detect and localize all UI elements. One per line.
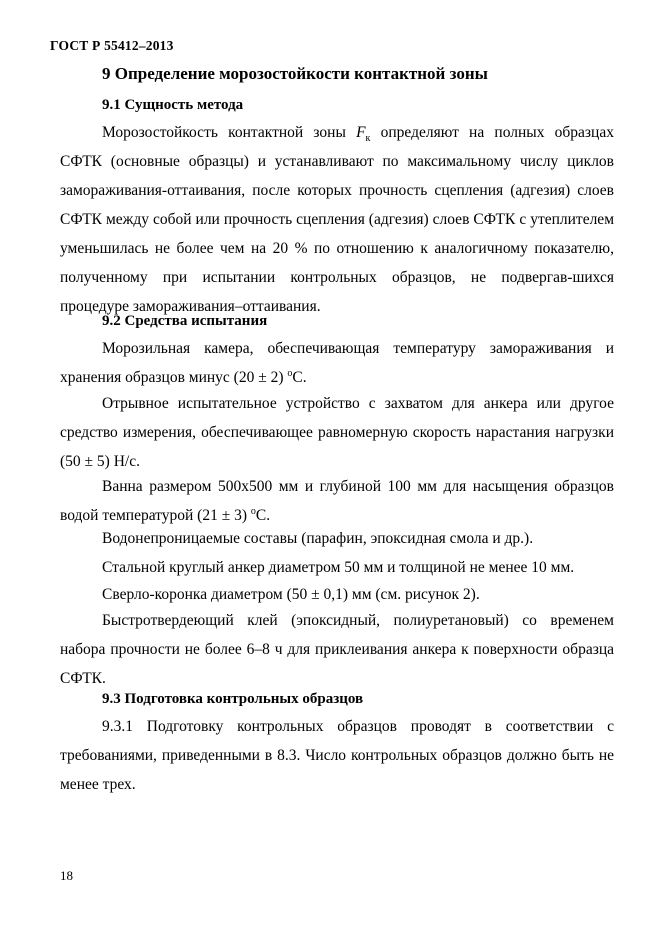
paragraph-glue: Быстротвердеющий клей (эпоксидный, полиуретановый) со временем набора прочности не более 6–8 ч для приклеивания анкера к поверхности образца СФТК. [60, 612, 614, 687]
subsection-heading-9-3: 9.3 Подготовка контрольных образцов [102, 691, 364, 707]
text-segment: С. [292, 369, 307, 386]
text-segment: Морозостойкость контактной зоны [102, 124, 357, 141]
subsection-heading-9-2: 9.2 Средства испытания [102, 313, 268, 329]
paragraph-9-1 [60, 118, 614, 321]
text-segment: С. [255, 507, 271, 524]
paragraph-9-3-1: 9.3.1 Подготовку контрольных образцов проводят в соответствии с требованиями, приведенными в 8.3. Число контрольных образцов должно быть не менее трех. [60, 718, 614, 793]
paragraph-tester: Отрывное испытательное устройство с захватом для анкера или другое средство измерения, обеспечивающее равномерную скорость нарастания нагрузки (50 ± 5) Н/с. [60, 395, 614, 470]
text-segment: определяют на полных образцах СФТК (основные образцы) и устанавливают по максимальному числу циклов замораживания-оттаивания, после которых прочность сцепления (адгезия) слоев СФТК между собой или прочность сцепления (адгезия) слоев СФТК с утеплителем уменьшилась не более чем на 20 % по отношению к аналогичному показателю, полученному при испытании контрольных образцов, не подвергав-шихся процедуре замораживания–оттаивания. [60, 124, 614, 315]
paragraph-freezer [60, 334, 614, 392]
symbol-f: F [356, 124, 366, 141]
paragraph-compounds: Водонепроницаемые составы (парафин, эпоксидная смола и др.). [102, 530, 534, 547]
paragraph-bath [60, 472, 614, 530]
degree-sign: о [287, 367, 293, 379]
subsection-heading-9-1: 9.1 Сущность метода [102, 97, 244, 113]
page-number: 18 [60, 868, 73, 883]
paragraph-drill: Сверло-коронка диаметром (50 ± 0,1) мм (см. рисунок 2). [102, 586, 480, 603]
degree-sign: о [250, 505, 256, 517]
standard-code: ГОСТ Р 55412–2013 [50, 38, 174, 53]
text-segment: Ванна размером 500х500 мм и глубиной 100 мм для насыщения образцов водой температурой (21 ± 3) [60, 478, 614, 524]
section-title: 9 Определение морозостойкости контактной зоны [102, 64, 488, 83]
paragraph-anchor: Стальной круглый анкер диаметром 50 мм и толщиной не менее 10 мм. [102, 559, 575, 576]
symbol-subscript: к [365, 133, 371, 145]
text-segment: Морозильная камера, обеспечивающая температуру замораживания и хранения образцов минус (20 ± 2) [60, 340, 614, 386]
